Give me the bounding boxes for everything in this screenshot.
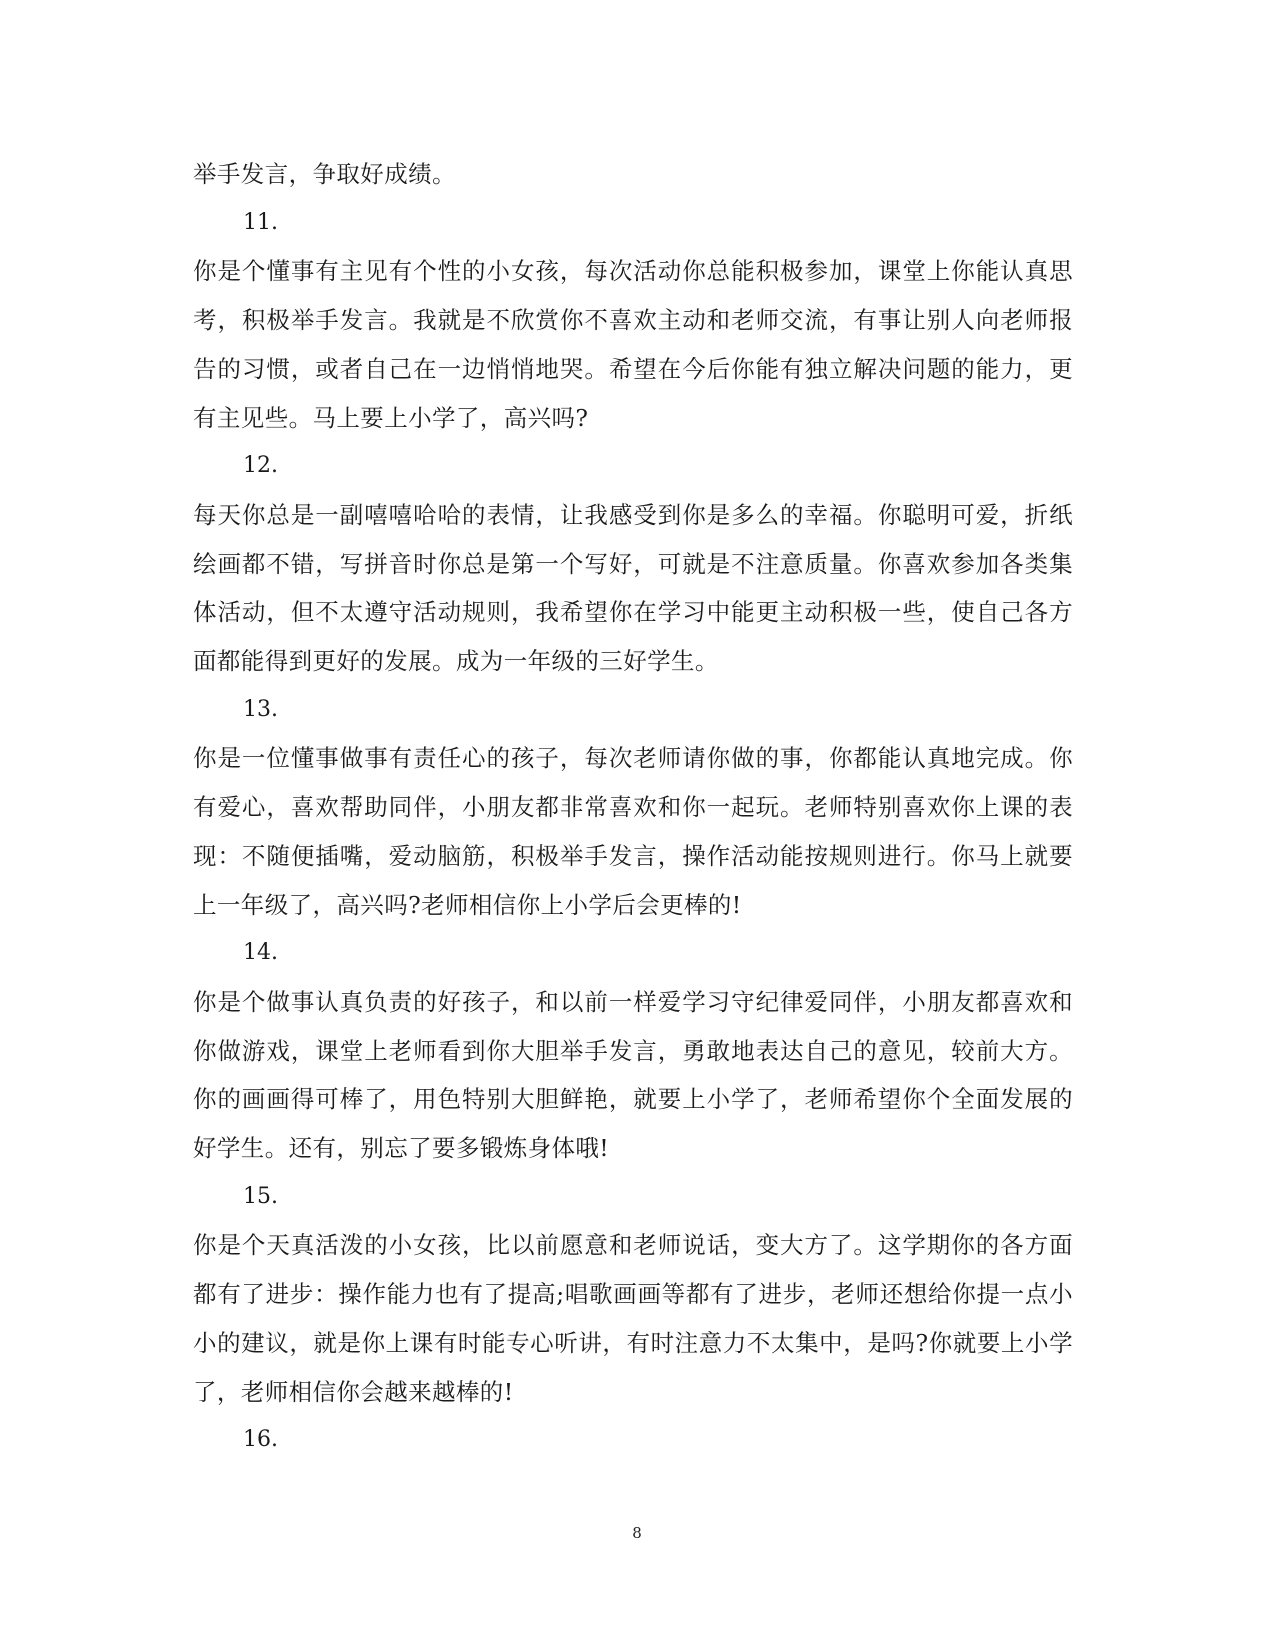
document-body bbox=[193, 150, 1073, 1465]
paragraph-14: 你是个做事认真负责的好孩子，和以前一样爱学习守纪律爱同伴，小朋友都喜欢和你做游戏，课堂上老师看到你大胆举手发言，勇敢地表达自己的意见，较前大方。你的画画得可棒了，用色特别大胆鲜艳，就要上小学了，老师希望你个全面发展的好学生。还有，别忘了要多锻炼身体哦! bbox=[193, 987, 1073, 1163]
paragraph-continuation: 举手发言，争取好成绩。 bbox=[193, 160, 456, 188]
paragraph-11: 你是个懂事有主见有个性的小女孩，每次活动你总能积极参加，课堂上你能认真思考，积极举手发言。我就是不欣赏你不喜欢主动和老师交流，有事让别人向老师报告的习惯，或者自己在一边悄悄地哭。希望在今后你能有独立解决问题的能力，更有主见些。马上要上小学了，高兴吗? bbox=[193, 257, 1073, 432]
paragraph-13: 你是一位懂事做事有责任心的孩子，每次老师请你做的事，你都能认真地完成。你有爱心，喜欢帮助同伴，小朋友都非常喜欢和你一起玩。老师特别喜欢你上课的表现：不随便插嘴，爱动脑筋，积极举手发言，操作活动能按规则进行。你马上就要上一年级了，高兴吗?老师相信你上小学后会更棒的! bbox=[193, 744, 1073, 919]
item-number-16: 16. bbox=[243, 1427, 278, 1453]
paragraph-12: 每天你总是一副嘻嘻哈哈的表情，让我感受到你是多么的幸福。你聪明可爱，折纸绘画都不错，写拼音时你总是第一个写好，可就是不注意质量。你喜欢参加各类集体活动，但不太遵守活动规则，我希望你在学习中能更主动积极一些，使自己各方面都能得到更好的发展。成为一年级的三好学生。 bbox=[193, 500, 1073, 676]
item-number-11: 11. bbox=[243, 209, 278, 235]
paragraph-15: 你是个天真活泼的小女孩，比以前愿意和老师说话，变大方了。这学期你的各方面都有了进步：操作能力也有了提高;唱歌画画等都有了进步，老师还想给你提一点小小的建议，就是你上课有时能专心听讲，有时注意力不太集中，是吗?你就要上小学了，老师相信你会越来越棒的! bbox=[193, 1231, 1073, 1406]
item-number-12: 12. bbox=[243, 453, 278, 479]
item-number-14: 14. bbox=[243, 940, 278, 966]
page-number: 8 bbox=[632, 1524, 642, 1542]
item-number-13: 13. bbox=[243, 696, 278, 722]
item-number-15: 15. bbox=[243, 1183, 278, 1209]
